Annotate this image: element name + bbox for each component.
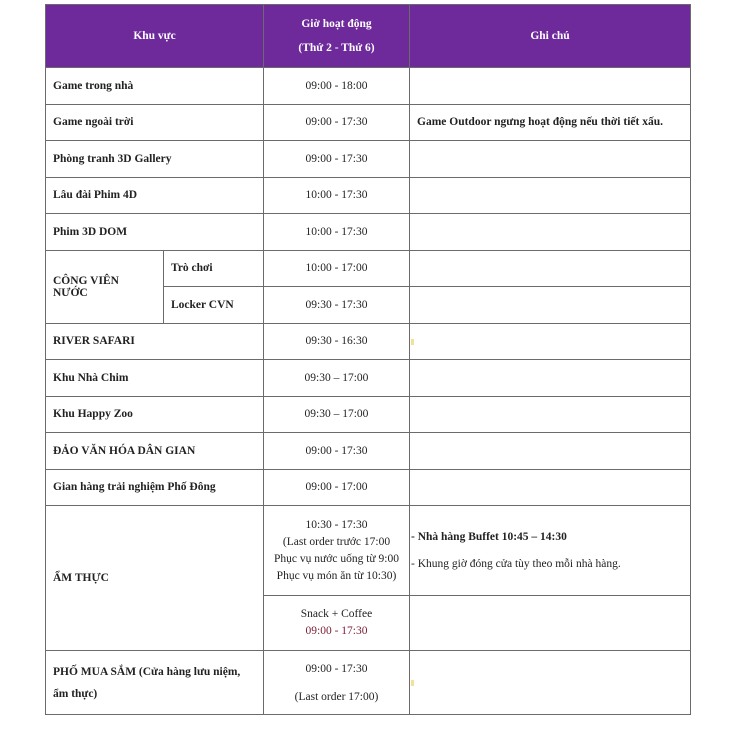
- food-time-cell: [264, 506, 410, 596]
- area-cell: Phòng tranh 3D Gallery: [46, 141, 264, 178]
- table-row-food: [46, 506, 691, 596]
- area-cell-water-park: CÔNG VIÊN NƯỚC: [46, 250, 164, 323]
- note-cell: [410, 141, 691, 178]
- note-cell: [410, 214, 691, 251]
- snack-label: Snack + Coffee: [300, 608, 373, 620]
- food-note-line: - Khung giờ đóng cửa tùy theo mỗi nhà hàng.: [411, 557, 621, 570]
- time-cell: 09:00 - 17:30: [264, 104, 410, 141]
- sub-area-cell: Locker CVN: [164, 287, 264, 324]
- area-cell: ĐẢO VĂN HÓA DÂN GIAN: [46, 433, 264, 470]
- note-cell: [410, 287, 691, 324]
- time-cell: 09:00 - 17:00: [264, 469, 410, 506]
- time-cell: 09:30 – 17:00: [264, 396, 410, 433]
- table-header-row: [46, 5, 691, 68]
- highlight-mark: [411, 680, 414, 686]
- note-cell: [410, 250, 691, 287]
- time-cell: 09:00 - 17:30: [264, 433, 410, 470]
- food-note-line: - Nhà hàng Buffet 10:45 – 14:30: [411, 530, 567, 543]
- snack-time-cell: [264, 596, 410, 651]
- header-hours: [264, 5, 410, 68]
- area-cell: Khu Nhà Chim: [46, 360, 264, 397]
- area-cell: Gian hàng trải nghiệm Phố Đông: [46, 469, 264, 506]
- area-cell: Game trong nhà: [46, 68, 264, 105]
- table-row: [46, 104, 691, 141]
- area-cell-shopping: PHỐ MUA SẮM (Cửa hàng lưu niệm, ẩm thực): [46, 651, 264, 715]
- table-row: [46, 250, 691, 287]
- table-row: [46, 214, 691, 251]
- table-row-shopping: [46, 651, 691, 715]
- food-note-cell: [410, 506, 691, 596]
- time-cell: 09:00 - 17:30: [264, 141, 410, 178]
- header-hours-line1: Giờ hoạt động: [301, 18, 372, 30]
- table-row: [46, 469, 691, 506]
- area-cell: Khu Happy Zoo: [46, 396, 264, 433]
- note-cell: [410, 469, 691, 506]
- note-cell: [410, 396, 691, 433]
- area-cell: RIVER SAFARI: [46, 323, 264, 360]
- highlight-mark: [411, 339, 414, 345]
- note-cell: [410, 651, 691, 715]
- header-notes: Ghi chú: [410, 5, 691, 68]
- time-cell: 09:00 - 18:00: [264, 68, 410, 105]
- time-cell: 10:00 - 17:30: [264, 214, 410, 251]
- table-row: [46, 433, 691, 470]
- food-time-line: Phục vụ nước uống từ 9:00: [274, 552, 399, 565]
- shopping-time-cell: [264, 651, 410, 715]
- table-row: [46, 396, 691, 433]
- shopping-time-line: (Last order 17:00): [294, 690, 379, 703]
- time-cell: 09:30 – 17:00: [264, 360, 410, 397]
- area-cell: Game ngoài trời: [46, 104, 264, 141]
- food-time-line: Phục vụ món ăn từ 10:30): [276, 569, 397, 582]
- note-cell: [410, 433, 691, 470]
- note-cell: Game Outdoor ngưng hoạt động nếu thời tiết xấu.: [410, 104, 691, 141]
- time-cell: 09:30 - 16:30: [264, 323, 410, 360]
- table-row: [46, 177, 691, 214]
- operating-hours-table: [45, 4, 691, 715]
- table-row: [46, 68, 691, 105]
- note-cell: [410, 68, 691, 105]
- header-hours-line2: (Thứ 2 - Thứ 6): [298, 42, 375, 54]
- table-row: [46, 360, 691, 397]
- time-cell: 10:00 - 17:30: [264, 177, 410, 214]
- table-row: [46, 323, 691, 360]
- area-cell: Phim 3D DOM: [46, 214, 264, 251]
- area-cell-food: ẨM THỰC: [46, 506, 264, 651]
- shopping-time-line: 09:00 - 17:30: [305, 662, 368, 675]
- note-cell: [410, 360, 691, 397]
- note-cell: [410, 177, 691, 214]
- time-cell: 10:00 - 17:00: [264, 250, 410, 287]
- time-cell: 09:30 - 17:30: [264, 287, 410, 324]
- note-cell: [410, 596, 691, 651]
- food-time-line: 10:30 - 17:30: [305, 518, 368, 531]
- note-cell: [410, 323, 691, 360]
- sub-area-cell: Trò chơi: [164, 250, 264, 287]
- header-area: Khu vực: [46, 5, 264, 68]
- snack-time: 09:00 - 17:30: [305, 625, 368, 637]
- area-cell: Lâu đài Phim 4D: [46, 177, 264, 214]
- table-row: [46, 141, 691, 178]
- food-time-line: (Last order trước 17:00: [282, 535, 391, 548]
